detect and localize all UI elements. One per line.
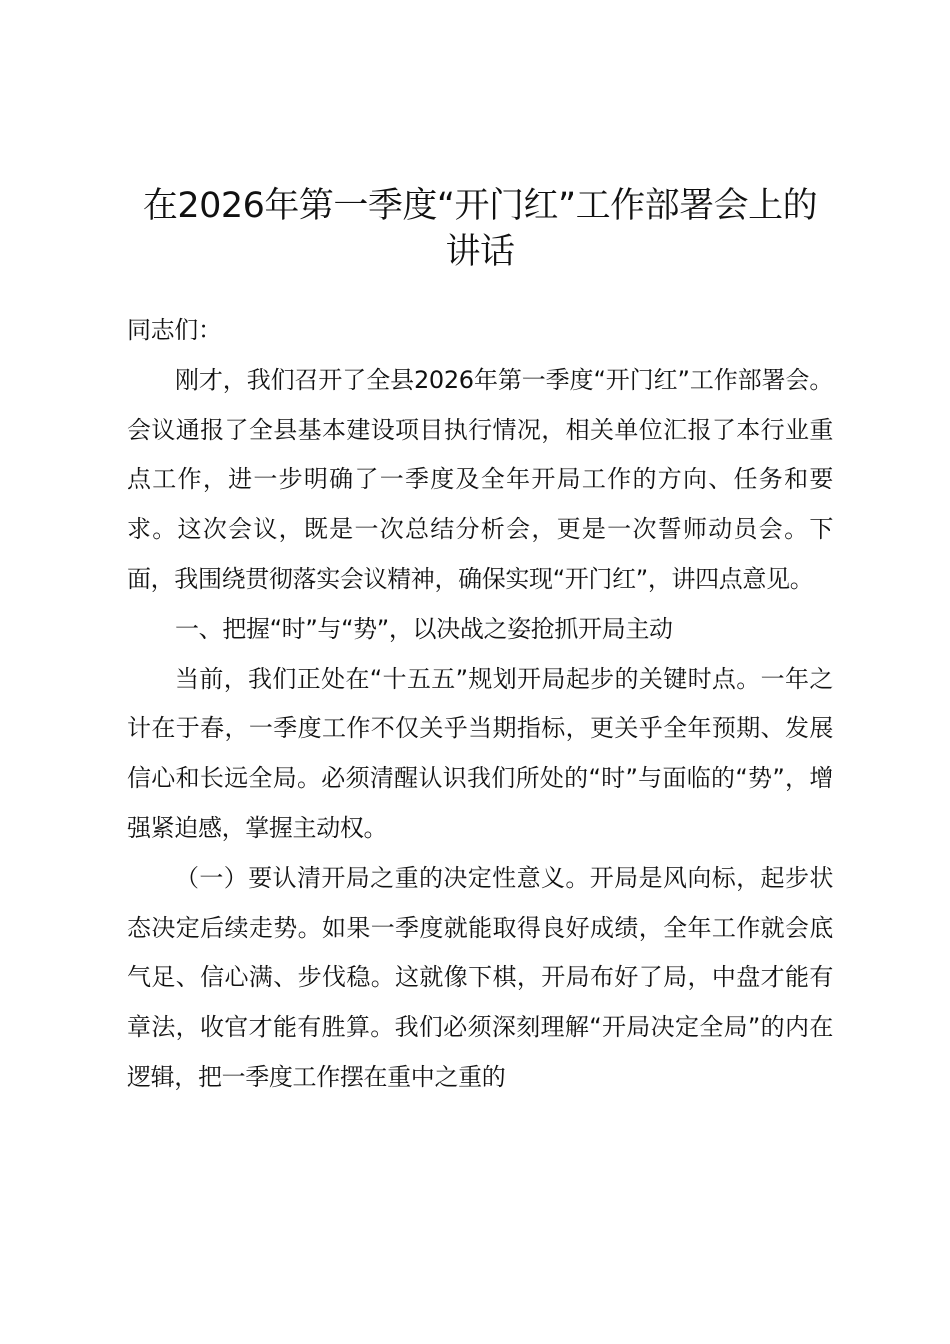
paragraph-opening: 刚才，我们召开了全县2026年第一季度“开门红”工作部署会。会议通报了全县基本建设项目执行情况，相关单位汇报了本行业重点工作，进一步明确了一季度及全年开局工作的方向、任务和要求。这次会议，既是一次总结分析会，更是一次誓师动员会。下面，我围绕贯彻落实会议精神，确保实现“开门红”，讲四点意见。 <box>127 365 833 593</box>
document-body <box>127 306 833 1103</box>
paragraph-section-1-intro: 当前，我们正处在“十五五”规划开局起步的关键时点。一年之计在于春，一季度工作不仅关乎当期指标，更关乎全年预期、发展信心和长远全局。必须清醒认识我们所处的“时”与面临的“势”，增强紧迫感，掌握主动权。 <box>127 664 833 842</box>
section-heading-1: 一、把握“时”与“势”，以决战之姿抢抓开局主动 <box>175 614 673 643</box>
paragraph-subsection-1: （一）要认清开局之重的决定性意义。开局是风向标，起步状态决定后续走势。如果一季度就能取得良好成绩，全年工作就会底气足、信心满、步伐稳。这就像下棋，开局布好了局，中盘才能有章法，收官才能有胜算。我们必须深刻理解“开局决定全局”的内在逻辑，把一季度工作摆在重中之重的 <box>127 863 833 1091</box>
salutation: 同志们： <box>127 316 222 344</box>
document-title: 在2026年第一季度“开门红”工作部署会上的讲话 <box>142 186 818 272</box>
